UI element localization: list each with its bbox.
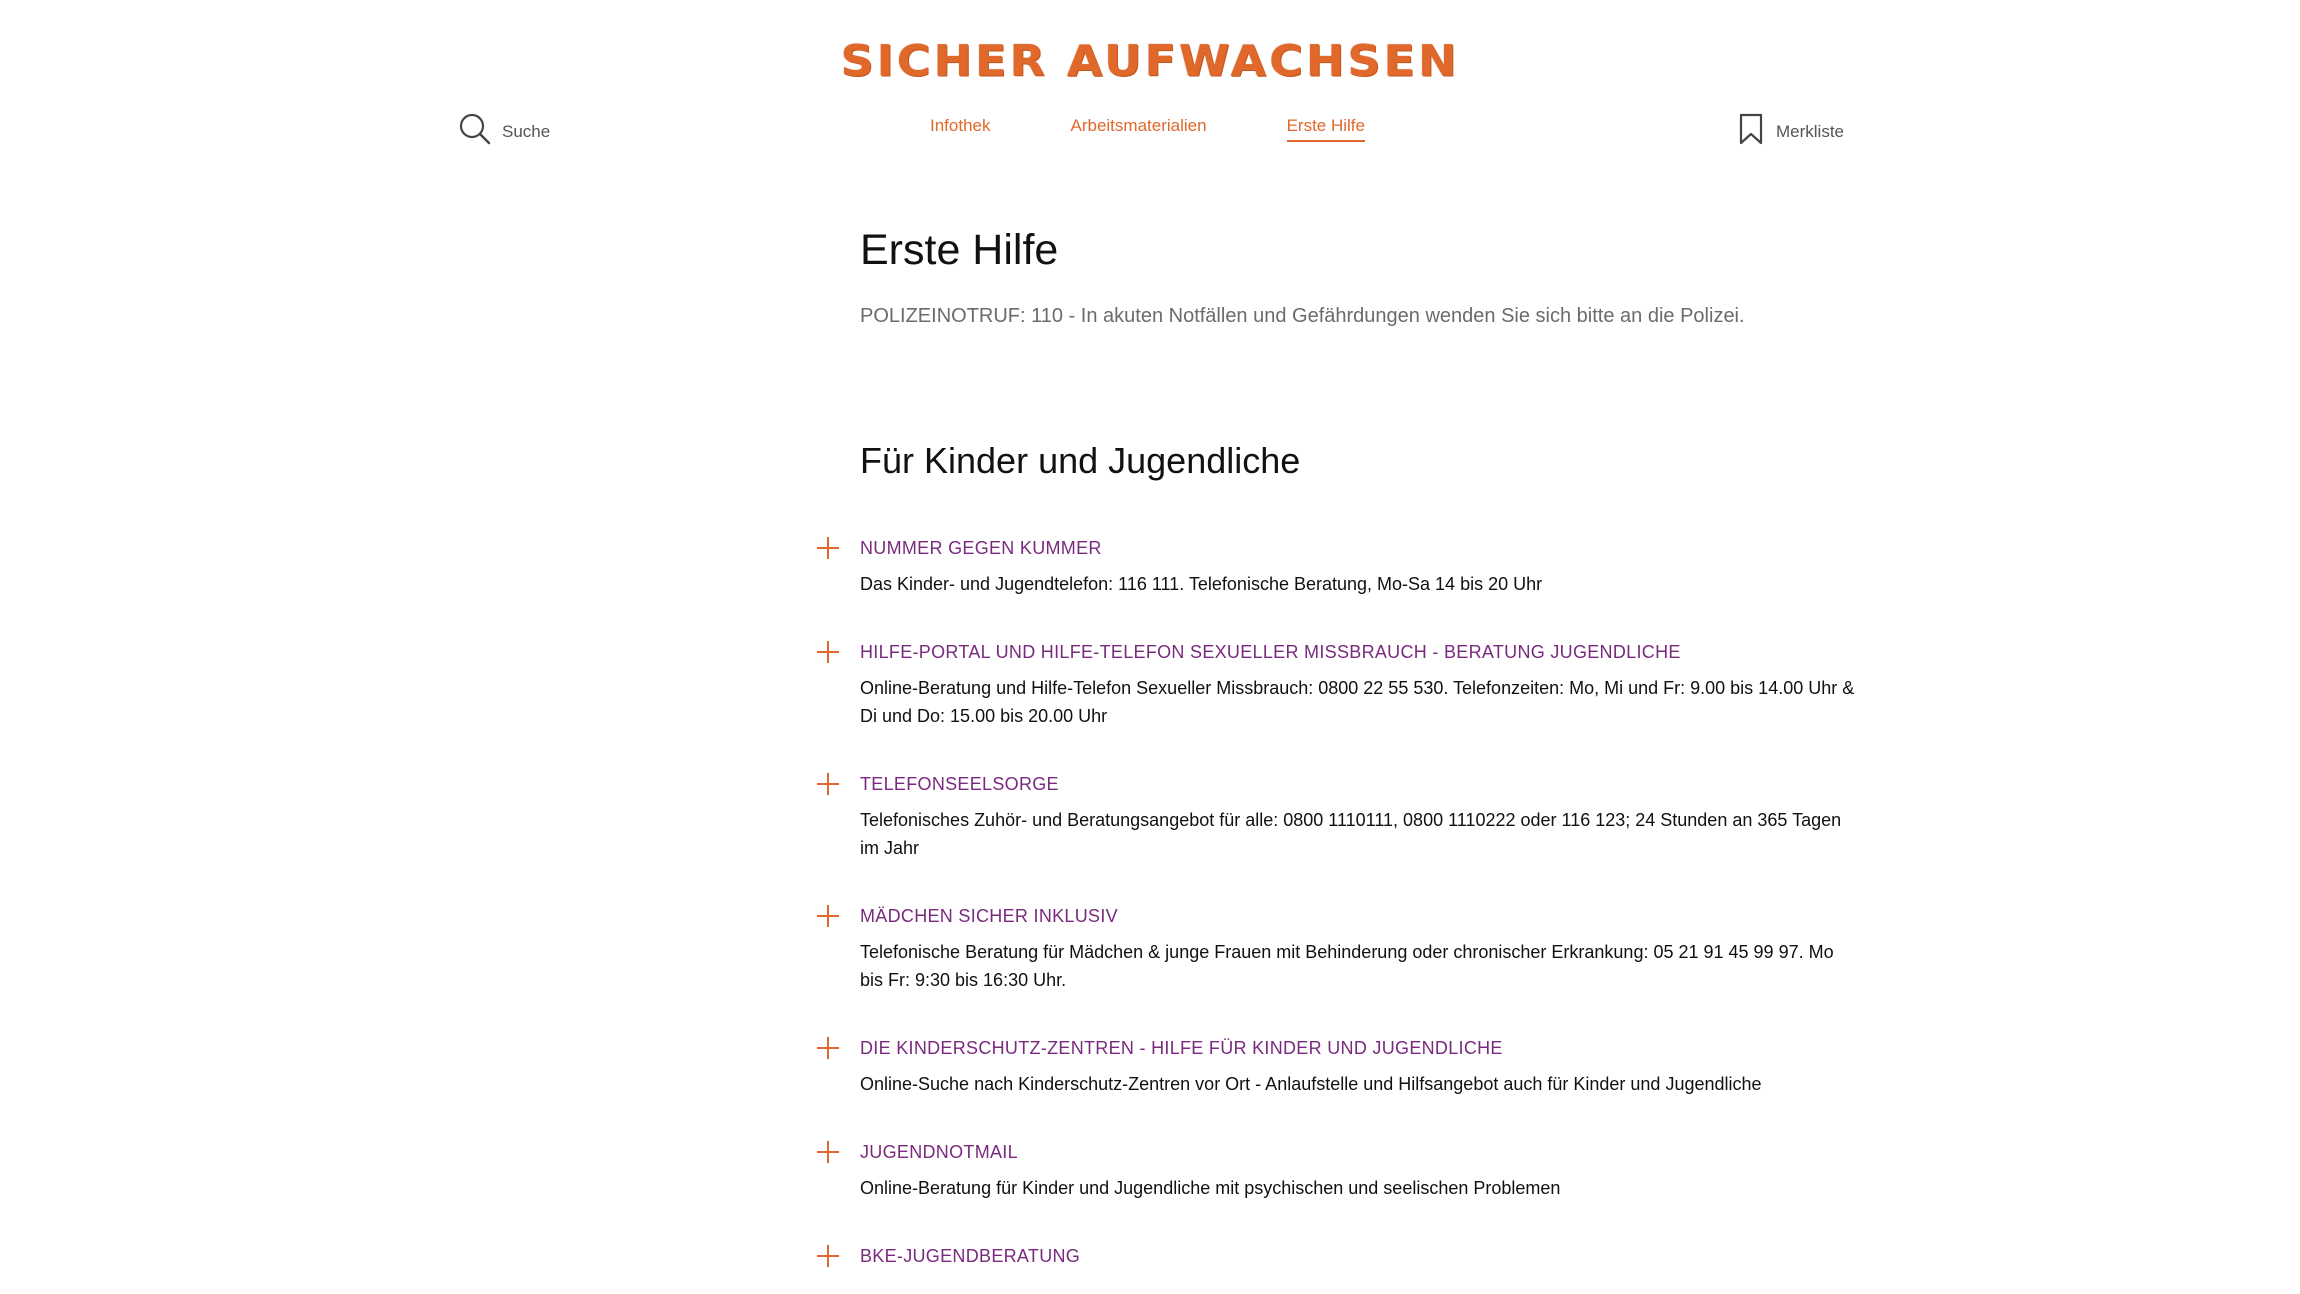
nav-item-erste-hilfe[interactable]: Erste Hilfe	[1287, 116, 1365, 142]
page-title: Erste Hilfe	[860, 226, 1059, 274]
plus-icon[interactable]	[816, 904, 840, 928]
accordion-item	[860, 640, 1860, 730]
nav-item-arbeitsmaterialien[interactable]: Arbeitsmaterialien	[1070, 116, 1207, 135]
accordion-title[interactable]: BKE-JUGENDBERATUNG	[860, 1246, 1081, 1266]
accordion-item	[860, 904, 1860, 994]
accordion-title[interactable]: MÄDCHEN SICHER INKLUSIV	[860, 906, 1118, 926]
search-icon	[458, 112, 492, 151]
plus-icon[interactable]	[816, 772, 840, 796]
plus-icon[interactable]	[816, 1036, 840, 1060]
accordion-item	[860, 1140, 1860, 1202]
accordion-description: Telefonisches Zuhör- und Beratungsangebot für alle: 0800 1110111, 0800 1110222 oder 116 123; 24 Stunden an 365 Tagen im Jahr	[860, 810, 1842, 858]
plus-icon[interactable]	[816, 1244, 840, 1268]
search-button[interactable]	[458, 112, 550, 151]
main-content	[860, 222, 1860, 1294]
accordion-title[interactable]: JUGENDNOTMAIL	[860, 1142, 1018, 1162]
section-title: Für Kinder und Jugendliche	[860, 440, 1301, 481]
accordion-item	[860, 536, 1860, 598]
plus-icon[interactable]	[816, 1140, 840, 1164]
plus-icon[interactable]	[816, 640, 840, 664]
accordion-description: Online-Suche nach Kinderschutz-Zentren vor Ort - Anlaufstelle und Hilfsangebot auch für Kinder und Jugendliche	[860, 1074, 1762, 1094]
accordion-item	[860, 1244, 1860, 1268]
accordion-item	[860, 1036, 1860, 1098]
accordion-description: Das Kinder- und Jugendtelefon: 116 111. Telefonische Beratung, Mo-Sa 14 bis 20 Uhr	[860, 574, 1543, 594]
plus-icon[interactable]	[816, 536, 840, 560]
bookmark-icon	[1738, 113, 1764, 150]
accordion-description: Telefonische Beratung für Mädchen & junge Frauen mit Behinderung oder chronischer Erkrankung: 05 21 91 45 99 97. Mo bis Fr: 9:30 bis 16:30 Uhr.	[860, 942, 1834, 990]
accordion-title[interactable]: TELEFONSEELSORGE	[860, 774, 1059, 794]
site-logo[interactable]: SICHER AUFWACHSEN	[840, 36, 1460, 86]
search-label: Suche	[502, 121, 551, 141]
accordion-description: Online-Beratung für Kinder und Jugendliche mit psychischen und seelischen Problemen	[860, 1178, 1561, 1198]
merkliste-button[interactable]	[1738, 113, 1844, 150]
help-accordion	[860, 536, 1860, 1268]
emergency-note: POLIZEINOTRUF: 110 - In akuten Notfällen und Gefährdungen wenden Sie sich bitte an die Polizei.	[860, 305, 1745, 327]
accordion-title[interactable]: NUMMER GEGEN KUMMER	[860, 538, 1102, 558]
main-nav	[930, 116, 1365, 142]
accordion-item	[860, 772, 1860, 862]
accordion-title[interactable]: DIE KINDERSCHUTZ-ZENTREN - HILFE FÜR KINDER UND JUGENDLICHE	[860, 1038, 1503, 1058]
accordion-description: Online-Beratung und Hilfe-Telefon Sexueller Missbrauch: 0800 22 55 530. Telefonzeiten: Mo, Mi und Fr: 9.00 bis 14.00 Uhr & Di und Do: 15.00 bis 20.00 Uhr	[860, 678, 1855, 726]
nav-item-infothek[interactable]: Infothek	[930, 116, 991, 135]
merkliste-label: Merkliste	[1776, 121, 1845, 141]
accordion-title[interactable]: HILFE-PORTAL UND HILFE-TELEFON SEXUELLER MISSBRAUCH - BERATUNG JUGENDLICHE	[860, 642, 1681, 662]
